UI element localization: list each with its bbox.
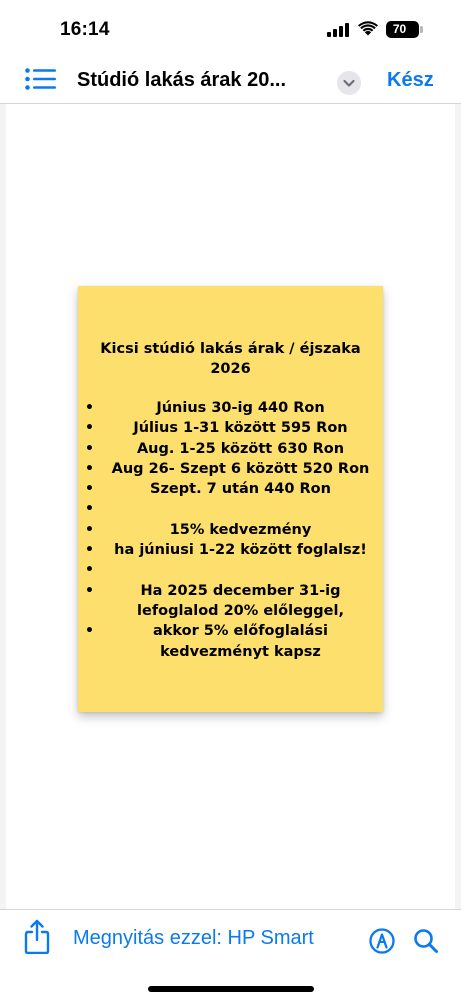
list-item <box>78 499 383 519</box>
list-icon[interactable] <box>25 68 56 90</box>
nav-bar <box>0 56 461 104</box>
list-item-text: akkor 5% előfoglalási <box>152 623 329 640</box>
list-item <box>78 621 383 641</box>
battery-nub <box>420 26 423 33</box>
status-time: 16:14 <box>60 19 110 40</box>
bullet: • <box>85 501 94 518</box>
list-item <box>78 479 383 499</box>
bullet: • <box>85 542 94 559</box>
list-item-text: ha júniusi 1-22 között foglalsz! <box>114 542 367 559</box>
bullet: • <box>85 460 94 477</box>
list-item <box>78 520 383 540</box>
list-item-text: kedvezményt kapsz <box>160 643 321 660</box>
note-heading <box>78 339 383 379</box>
list-item-text: Július 1-31 között 595 Ron <box>133 420 348 437</box>
list-item <box>78 418 383 438</box>
share-icon[interactable] <box>23 918 51 954</box>
list-item-text: Szept. 7 után 440 Ron <box>150 481 331 498</box>
title-menu-button[interactable] <box>337 71 361 95</box>
list-item-text: lefoglalod 20% előleggel, <box>137 602 344 619</box>
document-title[interactable]: Stúdió lakás árak 20... <box>77 69 286 91</box>
bullet: • <box>85 582 94 599</box>
list-item <box>78 439 383 459</box>
bottom-toolbar <box>0 910 461 1000</box>
list-item <box>78 581 383 601</box>
list-item-text: 15% kedvezmény <box>169 521 312 538</box>
price-note <box>78 286 383 712</box>
list-item-text: Ha 2025 december 31-ig <box>140 582 341 599</box>
note-heading-line-1: Kicsi stúdió lakás árak / éjszaka <box>100 341 361 357</box>
open-with-hp-smart-button[interactable]: Megnyitás ezzel: HP Smart <box>73 927 314 949</box>
battery-icon <box>386 21 419 38</box>
bullet: • <box>85 440 94 457</box>
bullet: • <box>85 562 94 579</box>
list-item-text: Aug 26- Szept 6 között 520 Ron <box>111 460 370 477</box>
list-item <box>78 459 383 479</box>
cellular-signal-icon <box>327 23 351 37</box>
search-icon[interactable] <box>412 927 440 955</box>
markup-icon[interactable] <box>368 927 396 955</box>
bullet: • <box>85 521 94 538</box>
document-viewer[interactable] <box>0 104 461 910</box>
list-item <box>78 601 383 621</box>
list-item <box>78 540 383 560</box>
chevron-down-icon <box>337 71 361 95</box>
list-item <box>78 560 383 580</box>
list-item <box>78 398 383 418</box>
list-item-text: Június 30-ig 440 Ron <box>156 400 325 416</box>
wifi-icon <box>358 20 378 36</box>
price-list <box>78 398 383 662</box>
note-heading-line-2: 2026 <box>210 361 251 377</box>
done-button[interactable]: Kész <box>387 69 434 91</box>
list-item <box>78 642 383 662</box>
list-item-text: Aug. 1-25 között 630 Ron <box>136 440 345 457</box>
battery-level: 70 <box>392 22 407 36</box>
home-indicator <box>148 986 314 992</box>
bullet: • <box>85 420 94 437</box>
bullet: • <box>85 400 94 416</box>
document-page <box>6 104 455 910</box>
bullet: • <box>85 481 94 498</box>
bullet: • <box>85 623 94 640</box>
status-bar <box>0 0 461 56</box>
